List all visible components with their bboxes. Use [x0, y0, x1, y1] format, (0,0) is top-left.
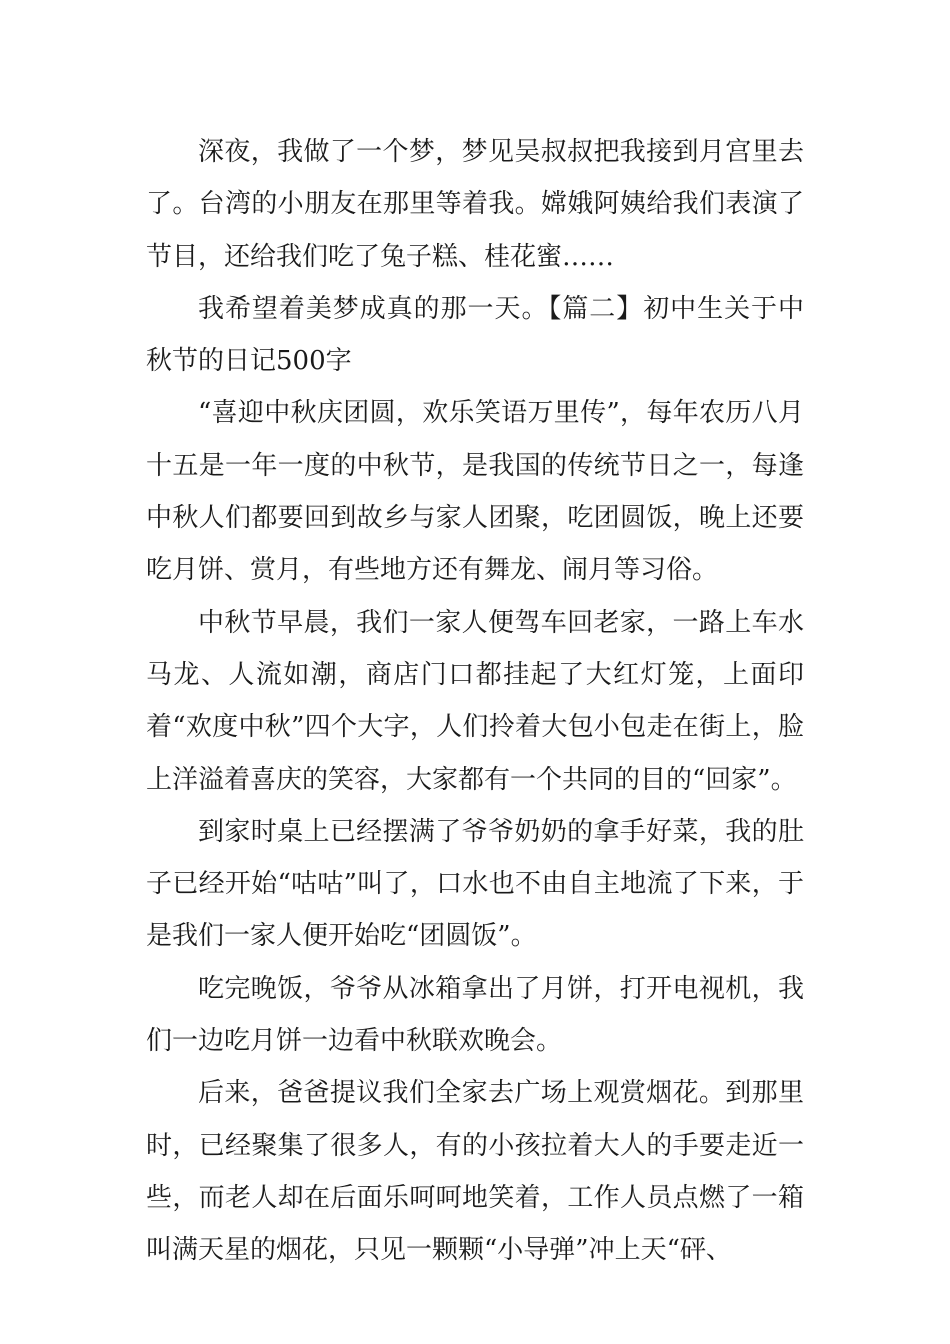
paragraph-morning-drive: 中秋节早晨，我们一家人便驾车回老家，一路上车水马龙、人流如潮，商店门口都挂起了大红灯笼，上面印着“欢度中秋”四个大字，人们拎着大包小包走在街上，脸上洋溢着喜庆的笑容，大家都有一个共同的目的“回家”。: [146, 607, 804, 795]
paragraph-dream: 深夜，我做了一个梦，梦见吴叔叔把我接到月宫里去了。台湾的小朋友在那里等着我。嫦娥阿姨给我们表演了节目，还给我们吃了兔子糕、桂花蜜……: [146, 137, 804, 272]
paragraph-festival-intro: “喜迎中秋庆团圆，欢乐笑语万里传”，每年农历八月十五是一年一度的中秋节，是我国的传统节日之一，每逢中秋人们都要回到故乡与家人团聚，吃团圆饭，晚上还要吃月饼、赏月，有些地方还有舞龙、闹月等习俗。: [146, 398, 804, 586]
paragraph-fireworks: 后来，爸爸提议我们全家去广场上观赏烟花。到那里时，已经聚集了很多人，有的小孩拉着大人的手要走近一些，而老人却在后面乐呵呵地笑着，工作人员点燃了一箱叫满天星的烟花，只见一颗颗“小导弹”冲上天“砰、: [146, 1078, 804, 1266]
paragraph-mooncakes-gala: 吃完晚饭，爷爷从冰箱拿出了月饼，打开电视机，我们一边吃月饼一边看中秋联欢晚会。: [146, 973, 804, 1057]
paragraph-wish-and-heading: 我希望着美梦成真的那一天。【篇二】初中生关于中秋节的日记500字: [146, 293, 804, 377]
paragraph-reunion-dinner: 到家时桌上已经摆满了爷爷奶奶的拿手好菜，我的肚子已经开始“咕咕”叫了，口水也不由自主地流了下来，于是我们一家人便开始吃“团圆饭”。: [146, 816, 804, 952]
document-body: [146, 126, 804, 1277]
